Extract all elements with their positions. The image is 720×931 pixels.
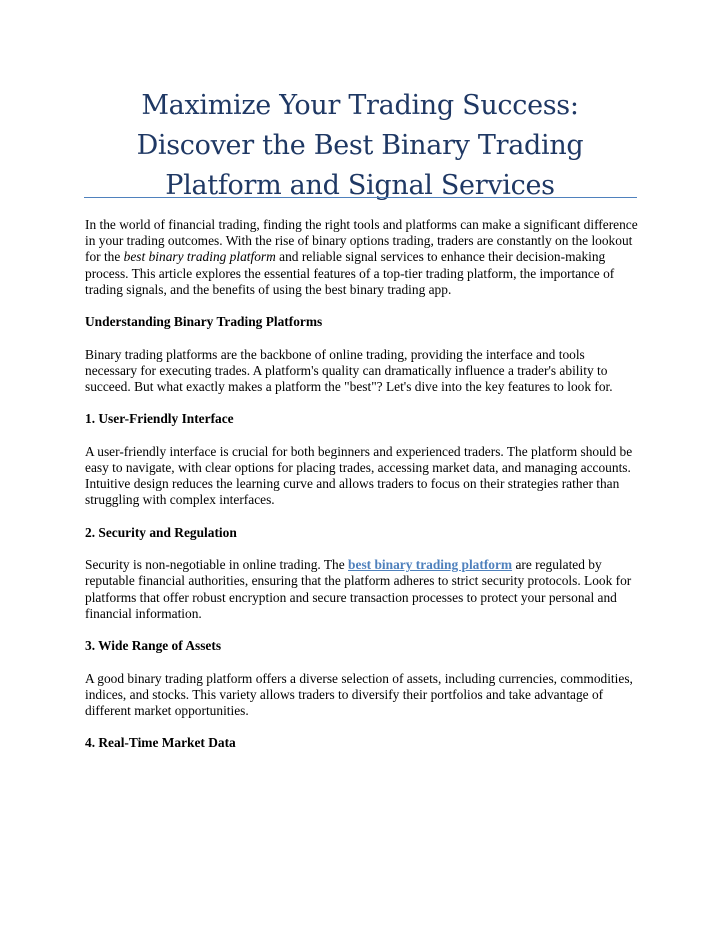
- title-underline-rule: [84, 197, 637, 198]
- intro-text-start: In the world of financial trading, finding the right tools and platforms can make a significant difference in your trading outcomes. With the rise of binary options trading, traders are constantly on the lookout for the: [85, 217, 638, 265]
- intro-emphasis: best binary trading platform: [123, 249, 276, 265]
- section-heading: Understanding Binary Trading Platforms: [85, 314, 323, 330]
- item-1-paragraph: A user-friendly interface is crucial for both beginners and experienced traders. The platform should be easy to navigate, with clear options for placing trades, accessing market data, and managing accounts. Intuitive design reduces the learning curve and allows traders to focus on their strategies rather than struggling with complex interfaces.: [85, 443, 633, 508]
- item-2-text-end: are regulated by reputable financial authorities, ensuring that the platform adheres to strict security protocols. Look for platforms that offer robust encryption and secure transaction processes to protect your personal and financial information.: [85, 557, 632, 621]
- document-title: Maximize Your Trading Success: Discover the Best Binary Trading Platform and Signal Services: [136, 90, 584, 201]
- item-2-text-start: Security is non-negotiable in online trading. The: [85, 557, 349, 573]
- item-2-paragraph: [85, 557, 640, 622]
- item-4-heading: 4. Real-Time Market Data: [85, 735, 236, 751]
- document-body: [85, 217, 640, 768]
- best-binary-trading-platform-link[interactable]: best binary trading platform: [348, 557, 513, 573]
- item-3-heading: 3. Wide Range of Assets: [85, 638, 222, 654]
- intro-text-end: and reliable signal services to enhance their decision-making process. This article explores the essential features of a top-tier trading platform, the importance of trading signals, and the benefits of using the best binary trading app.: [85, 249, 615, 297]
- section-paragraph: Binary trading platforms are the backbone of online trading, providing the interface and tools necessary for executing trades. A platform's quality can dramatically influence a trader's ability to succeed. But what exactly makes a platform the "best"? Let's dive into the key features to look for.: [85, 346, 613, 394]
- item-2-heading: 2. Security and Regulation: [85, 524, 237, 540]
- intro-paragraph: [85, 217, 640, 298]
- item-1-heading: 1. User-Friendly Interface: [85, 411, 234, 427]
- item-3-paragraph: A good binary trading platform offers a diverse selection of assets, including currencies, commodities, indices, and stocks. This variety allows traders to diversify their portfolios and take advantage of different market opportunities.: [85, 670, 633, 718]
